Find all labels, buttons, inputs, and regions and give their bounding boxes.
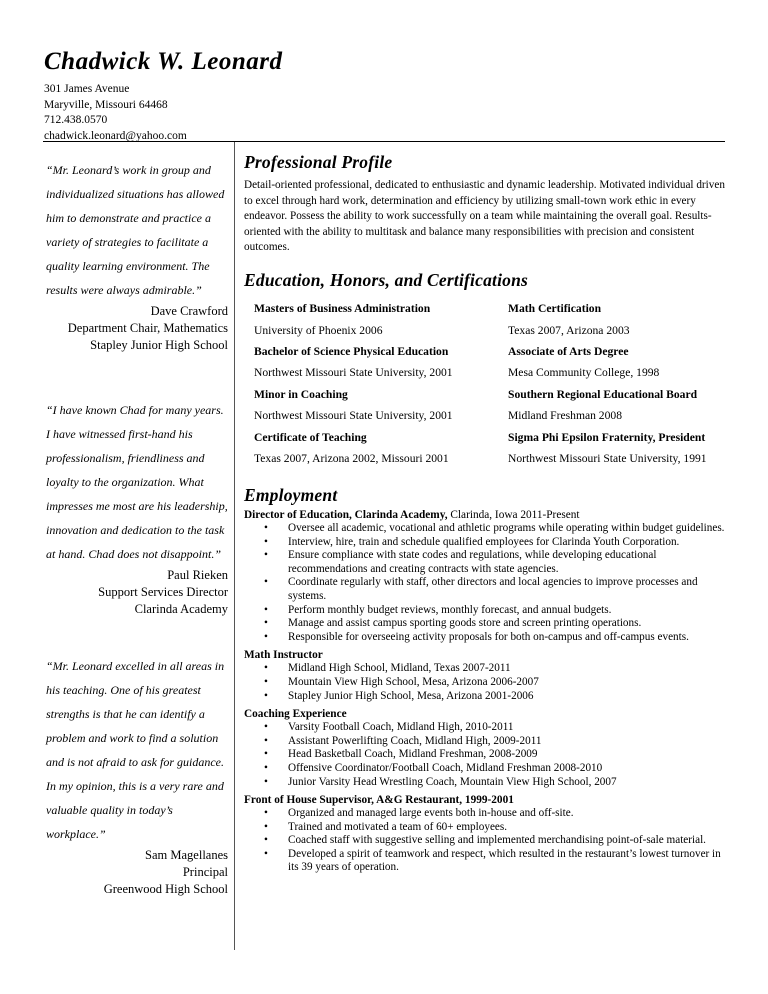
job-entry bbox=[244, 707, 728, 789]
testimonial-author-title: Support Services Director bbox=[98, 585, 228, 599]
header-rule bbox=[43, 141, 725, 142]
education-cell: Math Certification bbox=[508, 302, 602, 316]
testimonial-author: Sam Magellanes bbox=[145, 848, 228, 862]
testimonial-author-org: Clarinda Academy bbox=[134, 602, 228, 616]
profile-text: Detail-oriented professional, dedicated to enthusiastic and dynamic leadership. Motivated individual driven to excel through hard work, determination and efficiency by utilizing small-town work ethic in every endeavor. Possess the ability to work successfully on a team while maintaining the overall goal. Results-oriented with the ability to multitask and balance many responsibilities with precision and consistent outcomes. bbox=[244, 179, 725, 253]
testimonial bbox=[46, 654, 228, 897]
profile-section bbox=[244, 150, 728, 256]
job-bullet: • Offensive Coordinator/Football Coach, Midland Freshman 2008-2010 bbox=[288, 762, 728, 776]
testimonial bbox=[46, 158, 228, 353]
education-row bbox=[244, 298, 728, 319]
job-title: Front of House Supervisor, A&G Restaurant, 1999-2001 bbox=[244, 794, 514, 807]
education-cell: University of Phoenix 2006 bbox=[254, 323, 383, 337]
job-bullet: • Stapley Junior High School, Mesa, Arizona 2001-2006 bbox=[288, 690, 728, 704]
job-entry bbox=[244, 508, 728, 644]
education-row bbox=[244, 319, 728, 340]
job-bullet: • Ensure compliance with state codes and regulations, while developing educational recommendations and creating contracts with state agencies. bbox=[288, 549, 728, 576]
education-cell: Associate of Arts Degree bbox=[508, 344, 629, 358]
education-section bbox=[244, 268, 528, 292]
education-cell: Masters of Business Administration bbox=[254, 302, 431, 316]
testimonial-author-org: Greenwood High School bbox=[103, 882, 228, 896]
job-bullet: • Responsible for overseeing activity proposals for both on-campus and off-campus events. bbox=[288, 631, 728, 645]
education-row bbox=[244, 448, 728, 469]
testimonial-quote: “Mr. Leonard excelled in all areas in his teaching. One of his greatest strengths is that he can identify a problem and work to find a solution and is not afraid to ask for guidance. In my opinion, this is a very rare and valuable quality in today’s workplace.” bbox=[46, 659, 225, 841]
job-bullet: • Head Basketball Coach, Midland Freshman, 2008-2009 bbox=[288, 748, 728, 762]
job-bullet: • Mountain View High School, Mesa, Arizona 2006-2007 bbox=[288, 676, 728, 690]
education-table bbox=[244, 298, 728, 469]
job-detail: Clarinda, Iowa 2011-Present bbox=[447, 509, 580, 521]
education-cell: Midland Freshman 2008 bbox=[508, 409, 622, 423]
resume-header bbox=[44, 48, 282, 144]
job-bullet: • Trained and motivated a team of 60+ employees. bbox=[288, 821, 728, 835]
education-heading: Education, Honors, and Certifications bbox=[244, 270, 529, 290]
education-row bbox=[244, 426, 728, 447]
main-column bbox=[244, 150, 728, 874]
job-bullet: • Developed a spirit of teamwork and respect, which resulted in the restaurant’s lowest turnover in its 39 years of operation. bbox=[288, 848, 728, 875]
education-cell: Bachelor of Science Physical Education bbox=[254, 344, 449, 358]
testimonial-author-org: Stapley Junior High School bbox=[90, 338, 228, 352]
job-bullet: • Coordinate regularly with staff, other directors and local agencies to improve processes and systems. bbox=[288, 576, 728, 603]
testimonial-author: Paul Rieken bbox=[167, 568, 228, 582]
education-cell: Northwest Missouri State University, 1991 bbox=[508, 451, 707, 465]
education-row bbox=[244, 341, 728, 362]
education-cell: Texas 2007, Arizona 2002, Missouri 2001 bbox=[254, 451, 449, 465]
job-bullet: • Assistant Powerlifting Coach, Midland High, 2009-2011 bbox=[288, 735, 728, 749]
education-cell: Mesa Community College, 1998 bbox=[508, 366, 660, 380]
education-row bbox=[244, 405, 728, 426]
employment-section bbox=[244, 483, 728, 879]
job-bullets bbox=[244, 721, 728, 789]
education-cell: Texas 2007, Arizona 2003 bbox=[508, 323, 630, 337]
education-cell: Northwest Missouri State University, 2001 bbox=[254, 366, 453, 380]
job-bullets bbox=[244, 807, 728, 875]
testimonial-author-title: Department Chair, Mathematics bbox=[67, 321, 228, 335]
testimonial-author-title: Principal bbox=[182, 865, 228, 879]
job-bullet: • Oversee all academic, vocational and athletic programs while operating within budget guidelines. bbox=[288, 522, 728, 536]
testimonial-author: Dave Crawford bbox=[150, 304, 228, 318]
education-row bbox=[244, 362, 728, 383]
testimonial bbox=[46, 398, 228, 617]
testimonial-quote: “Mr. Leonard’s work in group and individualized situations has allowed him to demonstrate and practice a variety of strategies to facilitate a quality learning environment. The results were always admirable.” bbox=[46, 163, 225, 297]
job-title-line bbox=[244, 793, 728, 807]
education-cell: Northwest Missouri State University, 2001 bbox=[254, 409, 453, 423]
job-bullets bbox=[244, 522, 728, 644]
job-bullet: • Junior Varsity Head Wrestling Coach, Mountain View High School, 2007 bbox=[288, 776, 728, 790]
education-row bbox=[244, 384, 728, 405]
education-cell: Southern Regional Educational Board bbox=[508, 387, 698, 401]
email-line: chadwick.leonard@yahoo.com bbox=[44, 129, 187, 142]
job-title: Math Instructor bbox=[244, 649, 323, 662]
job-title-line bbox=[244, 707, 728, 721]
education-cell: Certificate of Teaching bbox=[254, 430, 367, 444]
job-title-line bbox=[244, 648, 728, 662]
job-entry bbox=[244, 648, 728, 703]
job-bullet: • Manage and assist campus sporting goods store and screen printing operations. bbox=[288, 617, 728, 631]
testimonial-quote: “I have known Chad for many years. I have witnessed first-hand his professionalism, friendliness and loyalty to the organization. What impresses me most are his leadership, innovation and dedication to the task at hand. Chad does not disappoint.” bbox=[46, 403, 228, 561]
job-bullet: • Varsity Football Coach, Midland High, 2010-2011 bbox=[288, 721, 728, 735]
profile-heading: Professional Profile bbox=[244, 152, 393, 172]
city-line: Maryville, Missouri 64468 bbox=[44, 98, 168, 111]
job-bullet: • Organized and managed large events both in-house and off-site. bbox=[288, 807, 728, 821]
candidate-name: Chadwick W. Leonard bbox=[44, 48, 283, 75]
job-bullet: • Midland High School, Midland, Texas 2007-2011 bbox=[288, 662, 728, 676]
job-bullet: • Perform monthly budget reviews, monthly forecast, and annual budgets. bbox=[288, 604, 728, 618]
column-divider bbox=[234, 142, 235, 950]
job-entry bbox=[244, 793, 728, 875]
employment-heading: Employment bbox=[244, 485, 338, 505]
education-cell: Sigma Phi Epsilon Fraternity, President bbox=[508, 430, 706, 444]
job-bullet: • Interview, hire, train and schedule qualified employees for Clarinda Youth Corporation. bbox=[288, 536, 728, 550]
job-bullet: • Coached staff with suggestive selling and implemented merchandising point-of-sale material. bbox=[288, 834, 728, 848]
education-cell: Minor in Coaching bbox=[254, 387, 348, 401]
job-title-line bbox=[244, 508, 728, 522]
phone-line: 712.438.0570 bbox=[44, 114, 108, 126]
job-title: Director of Education, Clarinda Academy, bbox=[244, 509, 448, 521]
job-title: Coaching Experience bbox=[244, 708, 347, 721]
address-line: 301 James Avenue bbox=[44, 83, 130, 95]
job-bullets bbox=[244, 662, 728, 703]
